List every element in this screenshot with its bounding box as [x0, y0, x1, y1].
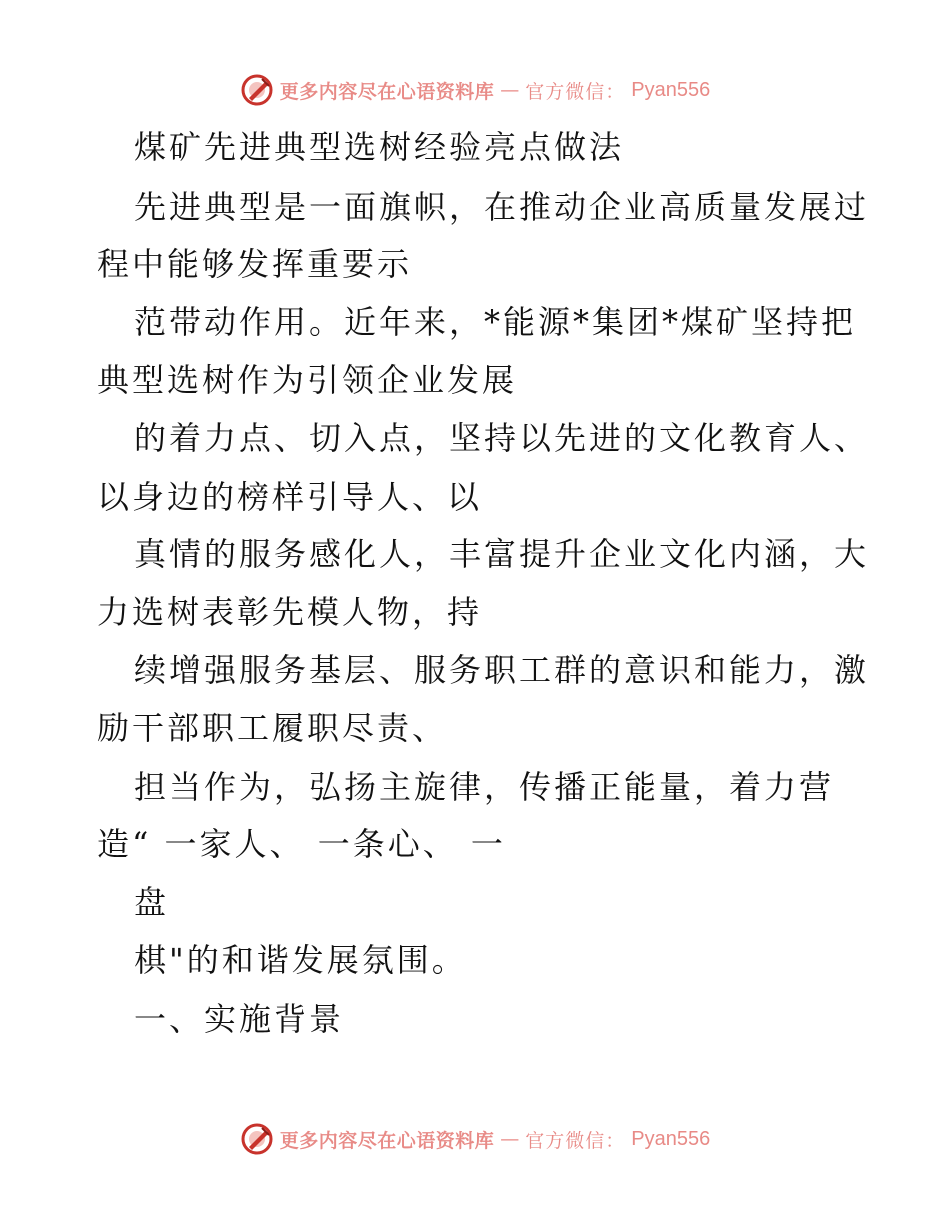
- footer-brand-text: 更多内容尽在心语资料库: [279, 1129, 495, 1152]
- header-wechat-label: 官方微信：: [525, 80, 626, 103]
- paragraph-line: 励干部职工履职尽责、: [97, 709, 448, 747]
- paragraph-line: 典型选树作为引领企业发展: [97, 361, 518, 399]
- logo-icon: [240, 73, 274, 107]
- header-watermark: [0, 72, 950, 108]
- footer-dash: —: [500, 1128, 520, 1150]
- paragraph-line: 续增强服务基层、服务职工群的意识和能力，激: [134, 651, 870, 689]
- footer-watermark: [0, 1121, 950, 1157]
- paragraph-line: 的着力点、切入点，坚持以先进的文化教育人、: [134, 419, 870, 457]
- header-wechat-id: Pyan556: [631, 78, 711, 101]
- paragraph-line: 范带动作用。近年来，*能源*集团*煤矿坚持把: [134, 303, 857, 341]
- paragraph-line: 担当作为，弘扬主旋律，传播正能量，着力营: [134, 768, 835, 806]
- paragraph-line: 棋"的和谐发展氛围。: [134, 941, 467, 979]
- paragraph-line: 程中能够发挥重要示: [97, 245, 413, 283]
- paragraph-line: 真情的服务感化人，丰富提升企业文化内涵，大: [134, 535, 870, 573]
- logo-icon: [240, 1122, 274, 1156]
- document-title: 煤矿先进典型选树经验亮点做法: [134, 128, 625, 166]
- header-brand-text: 更多内容尽在心语资料库: [279, 80, 495, 103]
- paragraph-line: 先进典型是一面旗帜，在推动企业高质量发展过: [134, 188, 870, 226]
- paragraph-line: 盘: [134, 883, 170, 921]
- section-heading: 一、实施背景: [134, 1000, 345, 1038]
- paragraph-line: 以身边的榜样引导人、以: [97, 478, 483, 516]
- paragraph-line: 力选树表彰先模人物，持: [97, 593, 483, 631]
- header-dash: —: [500, 79, 520, 101]
- footer-wechat-id: Pyan556: [631, 1127, 711, 1150]
- footer-wechat-label: 官方微信：: [525, 1129, 626, 1152]
- paragraph-line: 造“ 一家人、 一条心、 一: [97, 825, 506, 863]
